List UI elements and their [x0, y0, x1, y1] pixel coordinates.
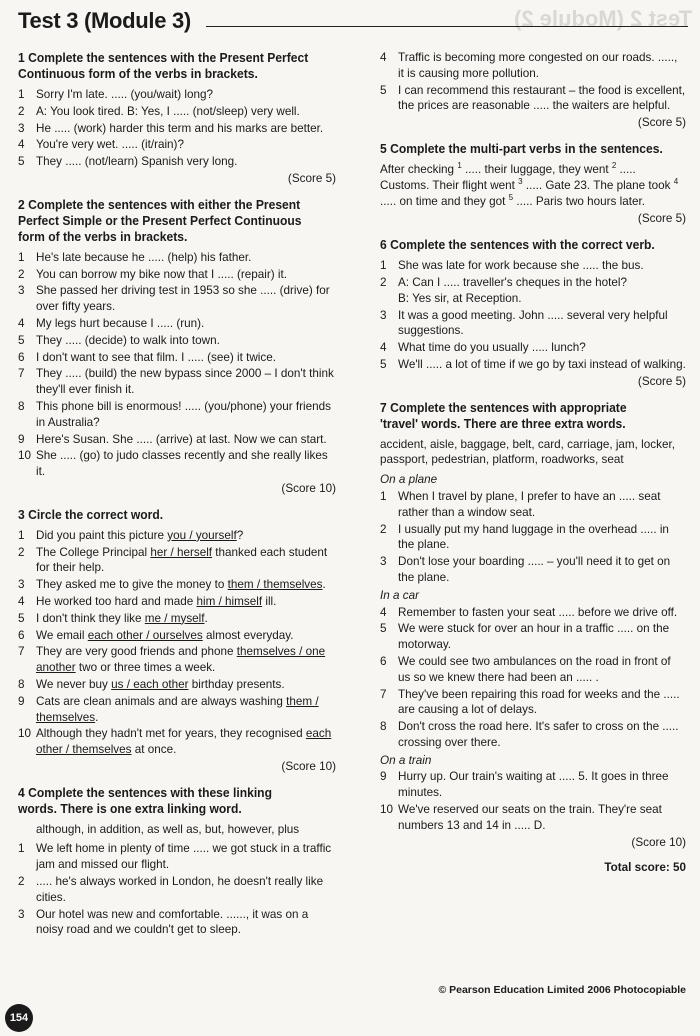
list-item: 7 They are very good friends and phone themselves / one another two or three times a week.: [18, 645, 326, 675]
list-item: 5 We'll ..... a lot of time if we go by taxi instead of walking.: [380, 357, 686, 371]
list-item: 1 Did you paint this picture you / yourself?: [18, 528, 244, 542]
list-item: 5 We were stuck for over an hour in a traffic ..... on the motorway.: [380, 622, 670, 652]
word-choice[interactable]: her / herself: [150, 545, 213, 559]
list-item: 3 Our hotel was new and comfortable. ......, it was on a noisy road and we couldn't get to sleep.: [18, 907, 309, 937]
exercise-heading: 1 Complete the sentences with the Present Perfect Continuous form of the verbs in brackets.: [18, 50, 309, 81]
page-number-badge: 154: [5, 1004, 33, 1032]
word-choice[interactable]: each other / ourselves: [87, 628, 203, 642]
copyright-notice: © Pearson Education Limited 2006 Photocopiable: [438, 984, 686, 996]
list-item: 10 She ..... (go) to judo classes recently and she really likes it.: [18, 449, 328, 479]
right-column: [380, 50, 686, 886]
list-item: 1 We left home in plenty of time ..... we got stuck in a traffic jam and missed our flight.: [18, 842, 332, 872]
list-item: 1 Sorry I'm late. ..... (you/wait) long?: [18, 88, 213, 101]
page-header: [18, 8, 678, 38]
exercise-7: [380, 400, 686, 877]
exercise-heading: 7 Complete the sentences with appropriate 'travel' words. There are three extra words.: [380, 399, 627, 431]
list-item: 2 ..... he's always worked in London, he doesn't really like cities.: [18, 875, 324, 904]
list-item: 2 You can borrow my bike now that I ..... (repair) it.: [18, 267, 287, 281]
score-label: (Score 5): [287, 171, 336, 185]
list-item: 4 He worked too hard and made him / himself ill.: [18, 594, 277, 608]
score-label: (Score 10): [281, 759, 336, 773]
list-item: 2 A: You look tired. B: Yes, I ..... (not/sleep) very well.: [18, 104, 300, 118]
exercise-heading: 3 Circle the correct word.: [18, 506, 164, 522]
word-choice[interactable]: us / each other: [111, 677, 189, 691]
list-item: 4 What time do you usually ..... lunch?: [380, 341, 586, 355]
list-item: 9 Cats are clean animals and are always washing them / themselves.: [18, 694, 319, 724]
exercise-4-continued: [380, 50, 686, 131]
exercise-heading: 2 Complete the sentences with either the Present Perfect Simple or the Present Perfect Continuous form of the verbs in brackets.: [18, 196, 302, 244]
word-choice[interactable]: me / myself: [144, 611, 205, 625]
list-item: 1 He's late because he ..... (help) his father.: [18, 250, 252, 264]
list-item: 8 This phone bill is enormous! ..... (you/phone) your friends in Australia?: [18, 399, 331, 429]
exercise-heading: 4 Complete the sentences with these linking words. There is one extra linking word.: [18, 784, 272, 816]
list-item: 3 He ..... (work) harder this term and his marks are better.: [18, 121, 324, 135]
exercise-1: [18, 50, 336, 187]
list-item: 3 She passed her driving test in 1953 so she ..... (drive) for over fifty years.: [18, 284, 330, 314]
list-item: 2 I usually put my hand luggage in the overhead ..... in the plane.: [380, 522, 669, 552]
word-choice[interactable]: you / yourself: [167, 528, 237, 542]
exercise-3: [18, 507, 336, 775]
score-label: (Score 5): [637, 374, 686, 388]
word-bank: although, in addition, as well as, but, however, plus: [36, 822, 300, 836]
list-item: 10 We've reserved our seats on the train. They're seat numbers 13 and 14 in ..... D.: [380, 803, 662, 832]
word-choice[interactable]: each other / themselves: [36, 727, 332, 757]
exercise-heading: 5 Complete the multi-part verbs in the sentences.: [380, 140, 663, 156]
list-item: 5 I don't think they like me / myself.: [18, 611, 208, 625]
list-item: 1 She was late for work because she ..... the bus.: [380, 259, 644, 273]
list-item: 2 A: Can I ..... traveller's cheques in the hotel? B: Yes sir, at Reception.: [380, 275, 627, 305]
list-item: 5 I can recommend this restaurant – the food is excellent, the prices are reasonable ..... the waiters are helpful.: [380, 83, 686, 113]
score-label: (Score 10): [631, 835, 686, 849]
page-title: Test 3 (Module 3): [18, 8, 191, 33]
list-item: 4 You're very wet. ..... (it/rain)?: [18, 138, 184, 152]
list-item: 10 Although they hadn't met for years, they recognised each other / themselves at once.: [18, 727, 332, 757]
list-item: 6 I don't want to see that film. I ..... (see) it twice.: [18, 350, 276, 364]
list-item: 6 We could see two ambulances on the road in front of us so we knew there had been an ..... .: [380, 654, 671, 684]
list-item: 6 We email each other / ourselves almost everyday.: [18, 628, 294, 642]
word-choice[interactable]: themselves / one another: [36, 645, 326, 675]
word-choice[interactable]: them / themselves: [36, 694, 319, 724]
list-item: 8 Don't cross the road here. It's safer to cross on the ..... crossing over there.: [380, 720, 679, 749]
subheading: In a car: [380, 588, 419, 602]
list-item: 7 They've been repairing this road for weeks and the ..... are causing a lot of delays.: [380, 687, 680, 717]
word-choice[interactable]: them / themselves: [227, 578, 323, 592]
score-label: (Score 5): [637, 212, 686, 226]
word-bank: accident, aisle, baggage, belt, card, carriage, jam, locker, passport, pedestrian, platform, roadworks, seat: [380, 437, 675, 467]
list-item: 4 Remember to fasten your seat ..... before we drive off.: [380, 605, 678, 619]
list-item: 8 We never buy us / each other birthday presents.: [18, 677, 285, 691]
list-item: 5 They ..... (not/learn) Spanish very long.: [18, 155, 238, 169]
subheading: On a plane: [380, 473, 438, 487]
list-item: 1 When I travel by plane, I prefer to have an ..... seat rather than a window seat.: [380, 489, 661, 519]
list-item: 4 Traffic is becoming more congested on our roads. ....., it is causing more pollution.: [380, 51, 678, 80]
subheading: On a train: [380, 753, 432, 767]
header-rule: [206, 26, 688, 27]
list-item: 3 It was a good meeting. John ..... several very helpful suggestions.: [380, 308, 668, 338]
list-item: 9 Here's Susan. She ..... (arrive) at last. Now we can start.: [18, 432, 327, 446]
list-item: 9 Hurry up. Our train's waiting at ..... 5. It goes in three minutes.: [380, 770, 669, 800]
score-label: (Score 10): [281, 481, 336, 495]
word-choice[interactable]: him / himself: [196, 594, 263, 608]
list-item: 4 My legs hurt because I ..... (run).: [18, 316, 205, 330]
list-item: 7 They ..... (build) the new bypass since 2000 – I don't think they'll ever finish it.: [18, 367, 334, 397]
exercise-6: [380, 237, 686, 389]
list-item: 2 The College Principal her / herself thanked each student for their help.: [18, 545, 328, 575]
bleed-through-title: Test 2 (Module 2): [513, 6, 692, 31]
exercise-5: [380, 141, 686, 227]
exercise-heading: 6 Complete the sentences with the correct verb.: [380, 237, 655, 253]
list-item: 5 They ..... (decide) to walk into town.: [18, 333, 220, 347]
exercise-4: [18, 785, 336, 939]
paragraph: After checking $^1$ ..... their luggage, they went $^2$ ..... Customs. Their flight went $^3$ ..... Gate 23. The plane took $^4$ ..... on time and they got $^5$ ..... Paris two hours later.: [380, 161, 679, 208]
score-label: (Score 5): [637, 116, 686, 130]
total-score: Total score: 50: [604, 861, 686, 875]
exercise-2: [18, 197, 336, 497]
list-item: 3 Don't lose your boarding ..... – you'll need it to get on the plane.: [380, 555, 671, 584]
left-column: [18, 50, 336, 948]
list-item: 3 They asked me to give the money to them / themselves.: [18, 578, 326, 592]
